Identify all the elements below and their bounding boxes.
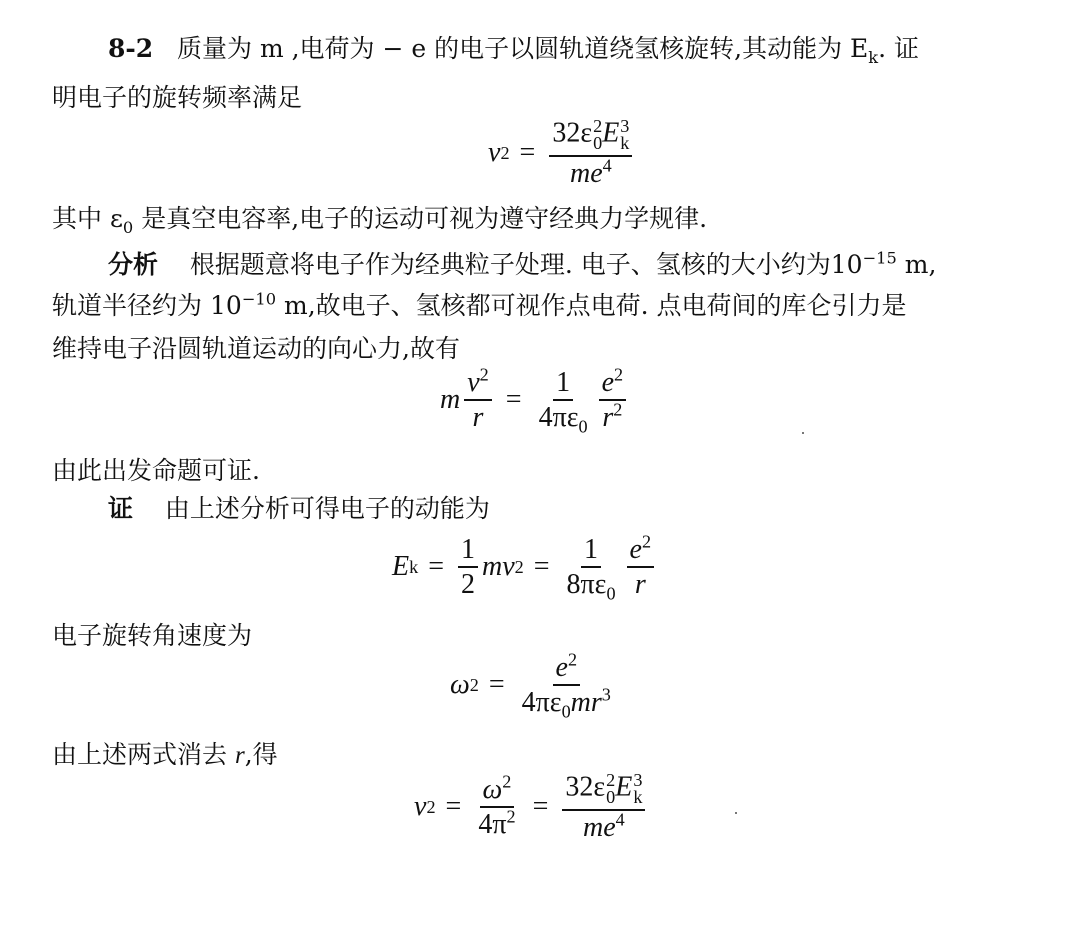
eq1-num-var-sup: 3 [620,116,630,136]
problem-text-3b: 是真空电容率,电子的运动可视为遵守经典力学规律. [133,204,708,233]
eq3-den-2 [564,568,619,604]
eq3-num3-sup: 2 [641,531,652,552]
eq1-num-var: E [602,117,620,149]
eq3-fraction-3 [627,531,655,601]
eq2-num-3 [599,364,627,401]
problem-line-3 [52,203,707,235]
eq5-den1: 4π [478,808,507,840]
analysis-line-3: 维持电子沿圆轨道运动的向心力,故有 [52,334,460,363]
eq1-num-sub: 0 [593,133,603,154]
eq2-m: m [440,384,461,416]
eq1-den: me [569,157,603,189]
eq2-den2-sub: 0 [578,416,588,437]
eq5-num-1 [480,771,515,808]
eq5-num1-sup: 2 [502,771,512,792]
eq4-num: e [555,652,568,683]
eq5-num1: ω [482,773,503,805]
eq4-lhs: ω [450,669,470,701]
eq5-den2: me [583,811,616,843]
proof-line-1 [108,493,490,525]
eq2-num-1 [464,364,492,401]
eq3-lhs: E [392,551,410,583]
eq2-num3: e [601,367,614,398]
eq4-equals: = [488,669,505,701]
problem-text-1-sub: k [868,48,879,67]
problem-number: 8-2 [108,34,154,63]
eq5-den2-sup: 4 [615,809,625,830]
eq2-num3-sup: 2 [614,364,624,385]
eq3-num-1: 1 [458,535,478,568]
eq3-fraction-1 [458,535,478,600]
eq1-lhs: ν [488,136,501,168]
eq4-den-tail: mr [570,687,602,719]
analysis-text-2-sup: −10 [241,289,277,309]
eq1-numerator [549,118,632,157]
scan-speck [735,812,737,814]
eq1-fraction [549,118,632,188]
eq1-den-sup: 4 [602,155,612,176]
eq1-num-var-sub: k [620,133,630,154]
equation-result: ν 2 = $\frac{\omega^2}{4\pi^2}$ = 32ε 2 0 E 3 k $me^4$ [414,772,649,842]
eq2-den3: r [602,402,614,434]
eq2-den3-sup: 2 [613,400,623,421]
eq5-fraction-1 [475,771,518,840]
eq4-num-sup: 2 [567,649,578,670]
problem-text-3-sub: 0 [122,218,134,237]
eq5-num2-var-sub: k [633,787,643,808]
eq2-num-2: 1 [553,368,573,401]
analysis-line-4: 由此出发命题可证. [52,456,260,485]
eq5-den1-sup: 2 [506,806,516,827]
eq1-denominator [567,157,615,188]
eq5-num-2 [562,772,645,811]
eq5-fraction-2 [562,772,645,842]
eq5-num2-var: E [615,771,633,803]
eq2-num1: v [467,367,480,398]
eq5-num2-sub: 0 [606,787,616,808]
eq3-num3: e [629,534,642,565]
equation-kinetic-energy: E k = $\frac{1}{2}$ mv 2 = $\frac{1}{8\pi\varepsilon_0}$ $\frac{e^2}{r}$ [392,535,658,600]
equation-angular-velocity: ω 2 = $\frac{e^2}{4\pi\varepsilon_0mr^3}$ [450,653,618,718]
eq5-den-2 [580,811,628,842]
eq1-equals: = [519,136,536,168]
analysis-text-2a: 轨道半径约为 10 [52,291,242,320]
eq4-fraction [519,649,614,722]
problem-text-3a: 其中 ε [52,204,123,233]
eq3-equals: = [428,551,444,583]
eq1-num-sup: 2 [593,116,603,136]
analysis-text-1: 根据题意将电子作为经典粒子处理. 电子、氢核的大小约为10 [189,250,863,279]
eq3-den2-sub: 0 [606,583,616,604]
eq2-num1-sup: 2 [479,364,489,385]
proof-text-3a: 由上述两式消去 [52,740,235,769]
eq4-denominator [519,685,614,722]
eq2-equals: = [505,384,522,416]
proof-line-3 [52,739,278,772]
eq5-equals-2: = [532,790,549,822]
analysis-text-2b: m,故电子、氢核都可视作点电荷. 点电荷间的库仑引力是 [276,291,907,320]
eq2-den2: 4πε [538,402,579,434]
analysis-label: 分析 [108,250,159,279]
problem-text-1-end: . 证 [878,34,920,63]
proof-line-2: 电子旋转角速度为 [52,621,253,650]
problem-text-1: 质量为 m ,电荷为 − e 的电子以圆轨道绕氢核旋转,其动能为 E [177,34,869,63]
eq5-num2-var-sup: 3 [633,770,643,790]
proof-text-1: 由上述分析可得电子的动能为 [164,494,490,523]
eq3-den-1: 2 [461,569,475,601]
scan-speck [802,432,804,434]
eq5-equals: = [445,790,462,822]
eq1-num: 32ε [552,117,593,149]
eq3-den2: 8πε [566,569,607,601]
proof-text-3b: ,得 [244,740,278,769]
analysis-text-1-end: m, [896,250,937,279]
eq4-den: 4πε [521,687,562,719]
analysis-line-1 [108,249,936,281]
eq4-den-sup: 3 [601,685,611,706]
eq3-num-2: 1 [581,535,601,568]
equation-centripetal [440,364,630,437]
eq4-den-sub: 0 [561,701,571,722]
eq3-equals-2: = [533,551,550,583]
eq3-mid: mv [482,551,515,583]
eq5-num2: 32ε [565,771,606,803]
equation-frequency: ν 2 = 32ε 2 0 E 3 k $me^4$ [488,118,636,188]
eq4-numerator [553,649,581,686]
eq2-fraction-3 [599,364,627,434]
proof-label: 证 [108,494,134,523]
eq5-num2-sup: 2 [606,770,616,790]
eq5-lhs: ν [414,790,427,822]
analysis-text-1-sup: −15 [862,248,897,268]
eq3-num-3 [627,531,655,568]
eq3-den-3: r [634,569,646,601]
eq3-fraction-2 [564,534,619,604]
eq2-den-2 [536,401,591,437]
eq2-fraction-2 [536,367,591,437]
eq2-den-1: r [472,402,484,434]
analysis-line-2 [52,290,907,322]
eq5-den-1 [475,808,518,839]
problem-line-1 [108,33,919,65]
eq2-fraction-1 [464,364,492,434]
problem-line-2: 明电子的旋转频率满足 [52,83,303,112]
eq2-den-3 [599,401,625,432]
proof-text-3-var: r [234,742,245,769]
